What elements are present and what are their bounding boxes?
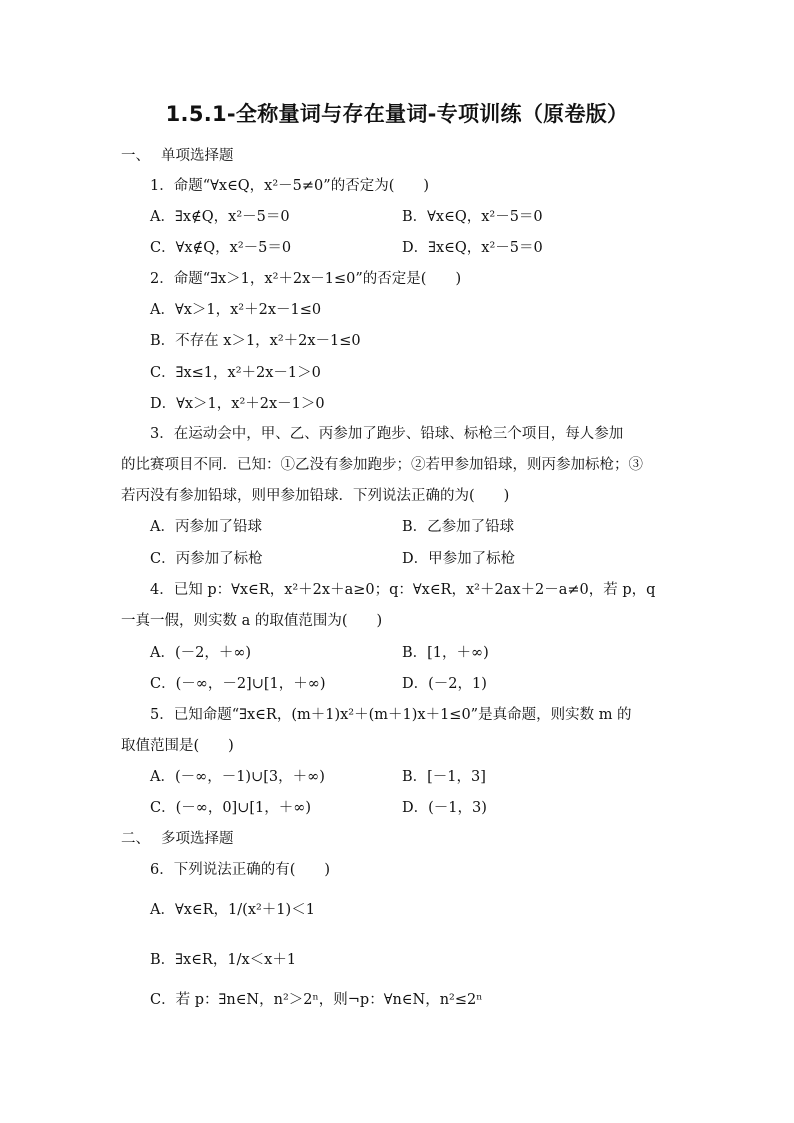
question-5-option-c: C．(－∞，0]∪[1，＋∞): [150, 800, 311, 816]
question-2-option-a: A．∀x＞1，x²＋2x－1≤0: [150, 302, 322, 318]
section-heading-single-choice: [121, 146, 234, 166]
question-2-stem: 2．命题“∃x＞1，x²＋2x－1≤0”的否定是( ): [150, 271, 462, 287]
question-3-stem-line-2: 的比赛项目不同．已知：①乙没有参加跑步；②若甲参加铅球，则丙参加标枪；③: [121, 457, 643, 473]
section-number: 二、: [121, 831, 150, 847]
question-5-stem-line-1: 5．已知命题“∃x∈R，(m＋1)x²＋(m＋1)x＋1≤0”是真命题，则实数 m 的: [150, 707, 632, 723]
question-3-option-b: B．乙参加了铅球: [402, 519, 515, 535]
question-1-option-b: B．∀x∈Q，x²－5＝0: [402, 209, 543, 225]
question-4-option-c: C．(－∞，－2]∪[1，＋∞): [150, 676, 326, 692]
question-4-stem-line-1: 4．已知 p：∀x∈R，x²＋2x＋a≥0；q：∀x∈R，x²＋2ax＋2－a≠0，若 p，q: [150, 582, 656, 598]
question-6-option-c: C．若 p：∃n∈N，n²＞2ⁿ，则¬p：∀n∈N，n²≤2ⁿ: [150, 992, 483, 1008]
question-1-option-a: A．∃x∉Q，x²－5＝0: [150, 209, 290, 225]
question-3-option-d: D．甲参加了标枪: [402, 551, 516, 567]
question-3-option-a: A．丙参加了铅球: [150, 519, 262, 535]
section-label: 多项选择题: [161, 831, 234, 847]
question-2-option-c: C．∃x≤1，x²＋2x－1＞0: [150, 365, 321, 381]
section-heading-multiple-choice: [121, 829, 234, 849]
question-3-option-c: C．丙参加了标枪: [150, 551, 263, 567]
question-5-option-b: B．[－1，3]: [402, 769, 486, 785]
question-6-option-b: B．∃x∈R，1/x＜x＋1: [150, 952, 297, 968]
page-title: 1.5.1-全称量词与存在量词-专项训练（原卷版）: [165, 102, 629, 126]
question-4-option-d: D．(－2，1): [402, 676, 487, 692]
question-3-stem-line-3: 若丙没有参加铅球，则甲参加铅球．下列说法正确的为( ): [121, 488, 510, 504]
question-6-option-a: A．∀x∈R，1/(x²＋1)＜1: [150, 902, 315, 918]
question-1-stem: 1．命题“∀x∈Q，x²－5≠0”的否定为( ): [150, 178, 430, 194]
question-4-stem-line-2: 一真一假，则实数 a 的取值范围为( ): [121, 613, 383, 629]
section-label: 单项选择题: [161, 148, 234, 164]
question-1-option-d: D．∃x∈Q，x²－5＝0: [402, 240, 543, 256]
question-1-option-c: C．∀x∉Q，x²－5＝0: [150, 240, 292, 256]
question-4-option-b: B．[1，＋∞): [402, 645, 489, 661]
question-4-option-a: A．(－2，＋∞): [150, 645, 252, 661]
section-number: 一、: [121, 148, 150, 164]
question-2-option-d: D．∀x＞1，x²＋2x－1＞0: [150, 396, 325, 412]
question-5-option-a: A．(－∞，－1)∪[3，＋∞): [150, 769, 325, 785]
question-3-stem-line-1: 3．在运动会中，甲、乙、丙参加了跑步、铅球、标枪三个项目，每人参加: [150, 426, 624, 442]
question-5-option-d: D．(－1，3): [402, 800, 487, 816]
question-6-stem: 6．下列说法正确的有( ): [150, 862, 331, 878]
question-2-option-b: B．不存在 x＞1，x²＋2x－1≤0: [150, 333, 361, 349]
question-5-stem-line-2: 取值范围是( ): [121, 738, 234, 754]
